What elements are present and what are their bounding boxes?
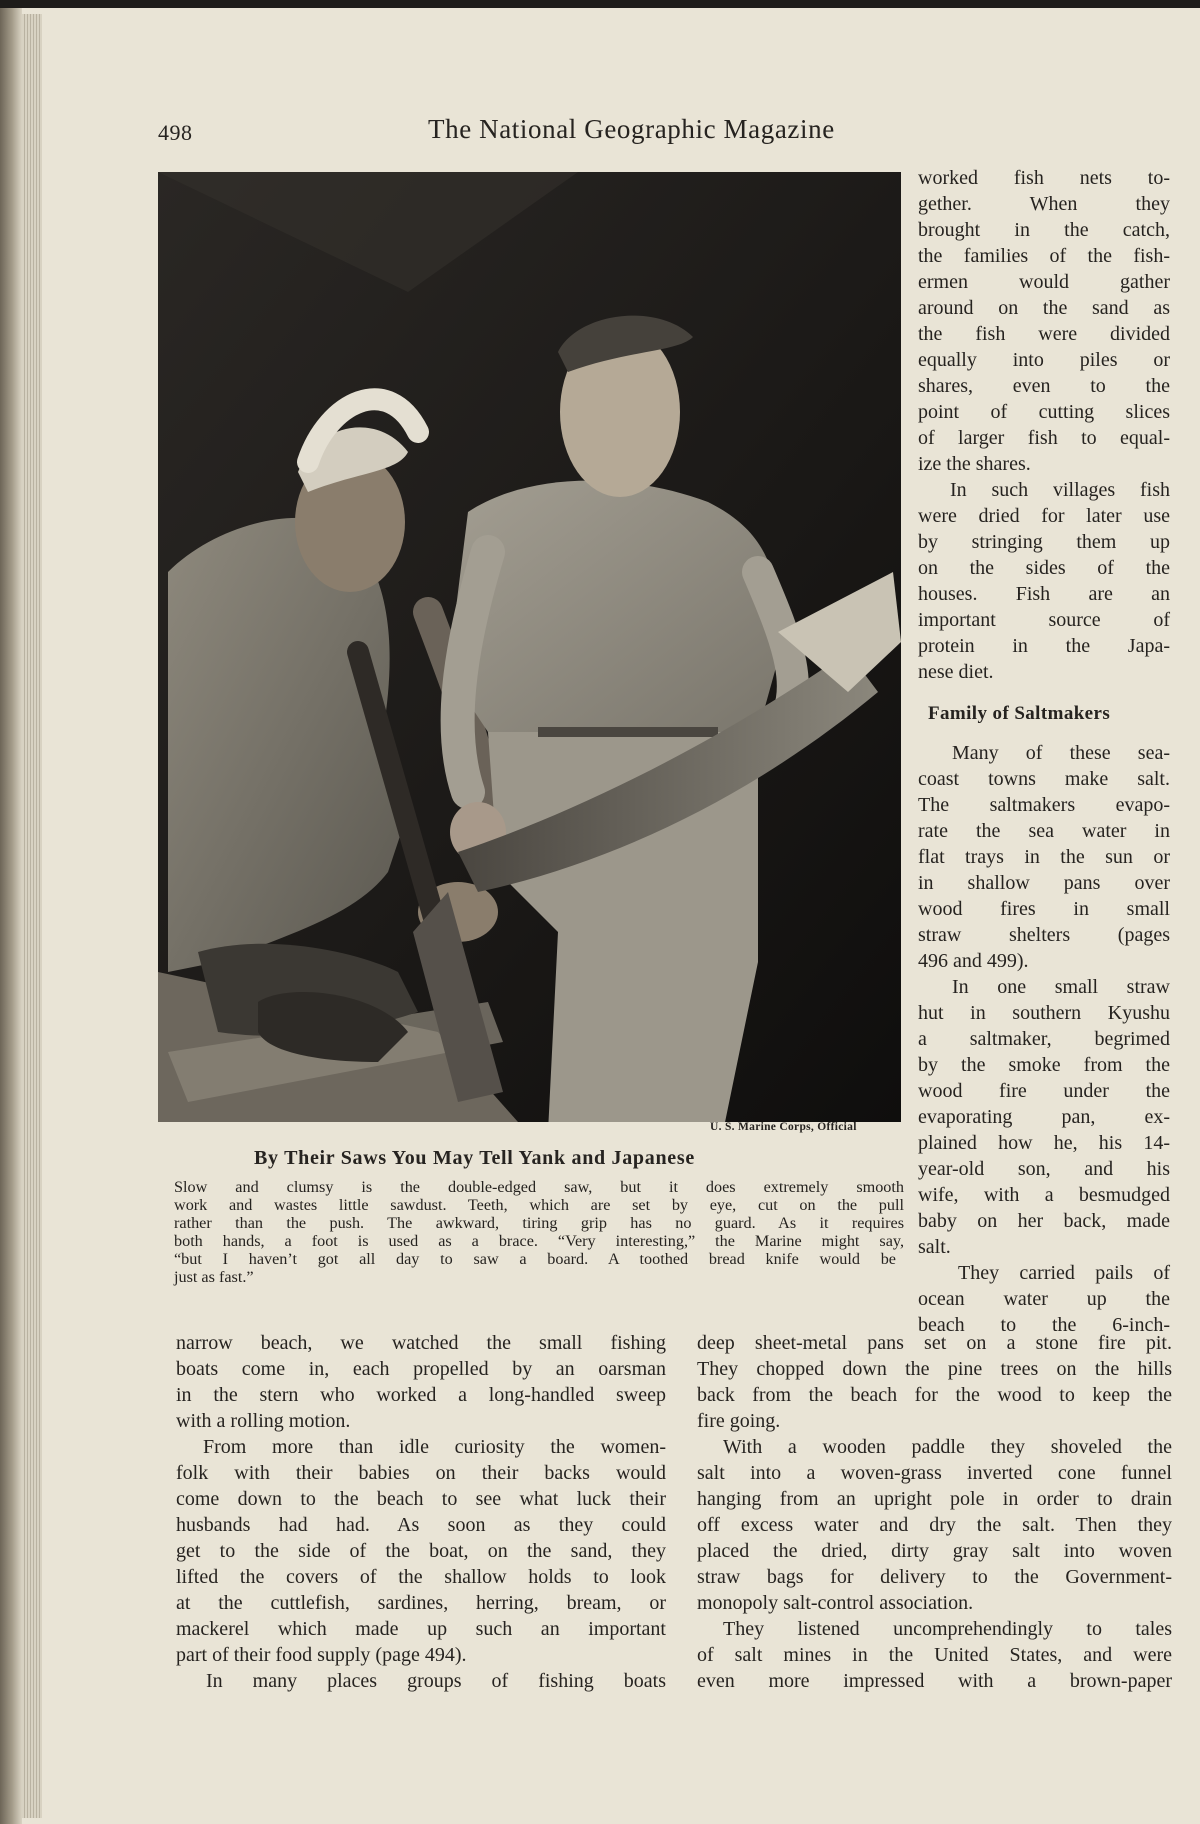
text-line: back from the beach for the wood to keep the bbox=[697, 1384, 1172, 1406]
caption-line: “but I haven’t got all day to saw a board. A toothed bread knife would be bbox=[174, 1250, 896, 1268]
text-line: part of their food supply (page 494). bbox=[176, 1644, 467, 1666]
text-line: boats come in, each propelled by an oarsman bbox=[176, 1358, 666, 1380]
caption-line: work and wastes little sawdust. Teeth, which are set by eye, cut on the pull bbox=[174, 1196, 904, 1214]
text-line: wood fires in small bbox=[918, 898, 1170, 920]
text-line: deep sheet-metal pans set on a stone fire pit. bbox=[697, 1332, 1172, 1354]
text-line: monopoly salt-control association. bbox=[697, 1592, 974, 1614]
text-line: flat trays in the sun or bbox=[918, 846, 1170, 868]
text-line: houses. Fish are an bbox=[918, 583, 1170, 605]
text-line: point of cutting slices bbox=[918, 401, 1170, 423]
text-line: the families of the fish- bbox=[918, 245, 1170, 267]
text-line: get to the side of the boat, on the sand, they bbox=[176, 1540, 666, 1562]
text-line: wife, with a besmudged bbox=[918, 1184, 1170, 1206]
page-edges bbox=[22, 14, 42, 1818]
page-number: 498 bbox=[158, 120, 193, 145]
text-line: evaporating pan, ex- bbox=[918, 1106, 1170, 1128]
text-line: In many places groups of fishing boats bbox=[206, 1670, 666, 1692]
text-line: important source of bbox=[918, 609, 1170, 631]
caption-line: both hands, a foot is used as a brace. “Very interesting,” the Marine might say, bbox=[174, 1232, 904, 1250]
text-line: 496 and 499). bbox=[918, 950, 1029, 972]
text-line: brought in the catch, bbox=[918, 219, 1170, 241]
text-line: The saltmakers evapo- bbox=[918, 794, 1170, 816]
text-line: ize the shares. bbox=[918, 453, 1031, 475]
text-line: off excess water and dry the salt. Then they bbox=[697, 1514, 1172, 1536]
text-line: baby on her back, made bbox=[918, 1210, 1170, 1232]
text-line: coast towns make salt. bbox=[918, 768, 1170, 790]
text-line: Many of these sea- bbox=[952, 742, 1170, 764]
text-line: a saltmaker, begrimed bbox=[918, 1028, 1170, 1050]
text-line: on the sides of the bbox=[918, 557, 1170, 579]
photo-credit: U. S. Marine Corps, Official bbox=[710, 1121, 857, 1133]
text-line: wood fire under the bbox=[918, 1080, 1170, 1102]
text-line: lifted the covers of the shallow holds to look bbox=[176, 1566, 666, 1588]
text-line: year-old son, and his bbox=[918, 1158, 1170, 1180]
text-line: worked fish nets to- bbox=[918, 167, 1170, 189]
text-line: were dried for later use bbox=[918, 505, 1170, 527]
text-line: narrow beach, we watched the small fishing bbox=[176, 1332, 666, 1354]
text-line: at the cuttlefish, sardines, herring, bream, or bbox=[176, 1592, 666, 1614]
running-head-title: The National Geographic Magazine bbox=[428, 114, 835, 144]
text-line: From more than idle curiosity the women- bbox=[203, 1436, 666, 1458]
text-line: of salt mines in the United States, and were bbox=[697, 1644, 1172, 1666]
text-line: In such villages fish bbox=[950, 479, 1170, 501]
text-line: folk with their babies on their backs would bbox=[176, 1462, 666, 1484]
text-line: straw bags for delivery to the Government- bbox=[697, 1566, 1172, 1588]
text-line: hut in southern Kyushu bbox=[918, 1002, 1170, 1024]
text-line: salt into a woven-grass inverted cone funnel bbox=[697, 1462, 1172, 1484]
caption-line: Slow and clumsy is the double-edged saw, but it does extremely smooth bbox=[174, 1178, 904, 1196]
text-line: even more impressed with a brown-paper bbox=[697, 1670, 1172, 1692]
text-line: of larger fish to equal- bbox=[918, 427, 1170, 449]
text-line: with a rolling motion. bbox=[176, 1410, 351, 1432]
section-subhead: Family of Saltmakers bbox=[928, 703, 1111, 724]
text-line: in shallow pans over bbox=[918, 872, 1170, 894]
text-line: They carried pails of bbox=[958, 1262, 1170, 1284]
text-line: beach to the 6-inch- bbox=[918, 1314, 1170, 1336]
text-line: placed the dried, dirty gray salt into woven bbox=[697, 1540, 1172, 1562]
text-line: fire going. bbox=[697, 1410, 781, 1432]
text-line: hanging from an upright pole in order to drain bbox=[697, 1488, 1172, 1510]
photograph bbox=[158, 172, 901, 1122]
text-line: the fish were divided bbox=[918, 323, 1170, 345]
text-line: They chopped down the pine trees on the hills bbox=[697, 1358, 1172, 1380]
text-line: They listened uncomprehendingly to tales bbox=[723, 1618, 1172, 1640]
text-line: husbands had had. As soon as they could bbox=[176, 1514, 666, 1536]
text-line: ermen would gather bbox=[918, 271, 1170, 293]
text-line: shares, even to the bbox=[918, 375, 1170, 397]
text-line: equally into piles or bbox=[918, 349, 1170, 371]
caption-title: By Their Saws You May Tell Yank and Japanese bbox=[254, 1147, 695, 1169]
book-gutter bbox=[0, 8, 22, 1824]
text-line: mackerel which made up such an important bbox=[176, 1618, 666, 1640]
text-line: salt. bbox=[918, 1236, 951, 1258]
caption-line: rather than the push. The awkward, tiring grip has no guard. As it requires bbox=[174, 1214, 904, 1232]
text-line: by the smoke from the bbox=[918, 1054, 1170, 1076]
text-line: nese diet. bbox=[918, 661, 994, 683]
text-line: straw shelters (pages bbox=[918, 924, 1170, 946]
text-line: ocean water up the bbox=[918, 1288, 1170, 1310]
text-line: With a wooden paddle they shoveled the bbox=[723, 1436, 1172, 1458]
text-line: around on the sand as bbox=[918, 297, 1170, 319]
text-line: plained how he, his 14- bbox=[918, 1132, 1170, 1154]
text-line: rate the sea water in bbox=[918, 820, 1170, 842]
photo-illustration bbox=[158, 172, 901, 1122]
text-line: protein in the Japa- bbox=[918, 635, 1170, 657]
text-line: In one small straw bbox=[952, 976, 1170, 998]
caption-line: just as fast.” bbox=[174, 1268, 254, 1286]
text-line: gether. When they bbox=[918, 193, 1170, 215]
text-line: come down to the beach to see what luck their bbox=[176, 1488, 666, 1510]
text-line: by stringing them up bbox=[918, 531, 1170, 553]
text-line: in the stern who worked a long-handled sweep bbox=[176, 1384, 666, 1406]
